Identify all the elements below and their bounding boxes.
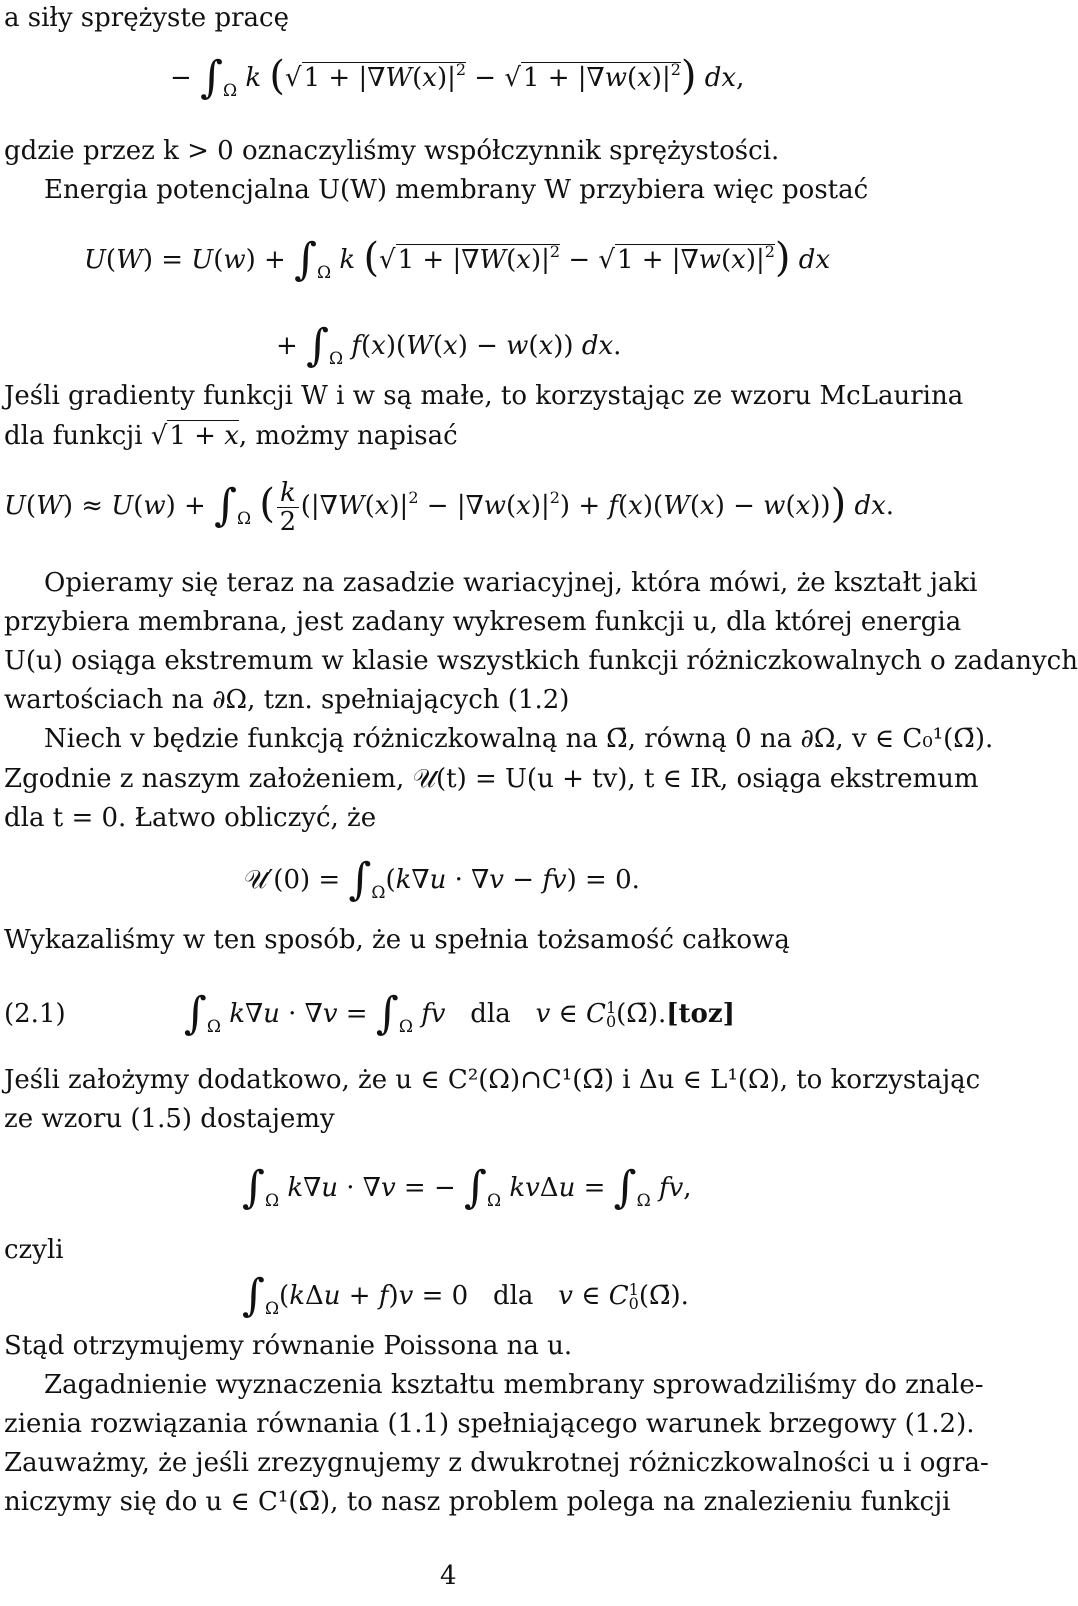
text-line: przybiera membrana, jest zadany wykresem funkcji u, dla której energia	[4, 607, 962, 637]
equation-energy-line2: + $\int_\Omega$ f(x)(W(x) − w(x)) dx.	[276, 320, 622, 371]
text-fragment: dla funkcji	[4, 421, 143, 451]
text-line: dla funkcji √1 + x, możmy napisać	[4, 421, 458, 451]
text-line: wartościach na ∂Ω, tzn. spełniających (1.2)	[4, 685, 570, 715]
equation-work: − $\int_\Omega$ k $(√1 + |\nabla W(x)|^2 - √1 + |\nabla w(x)|^2)$ dx,	[170, 52, 745, 103]
text-line: Zagadnienie wyznaczenia kształtu membrany sprowadziliśmy do znale-	[44, 1370, 984, 1400]
text-line: ze wzoru (1.5) dostajemy	[4, 1104, 335, 1134]
equation-identity: (2.1) $\int_\Omega$ $k\nabla u \cdot \nabla v = \int_\Omega$ fv dla v ∈ C 1 0 (Ω̄).[toz]	[4, 988, 735, 1039]
text-line: Wykazaliśmy w ten sposób, że u spełnia tożsamość całkową	[4, 925, 790, 955]
text-line: gdzie przez k > 0 oznaczyliśmy współczynnik sprężystości.	[4, 136, 780, 166]
text-line: Jeśli założymy dodatkowo, że u ∈ C²(Ω)∩C¹(Ω̄) i Δu ∈ L¹(Ω), to korzystając	[4, 1065, 981, 1095]
text-line: zienia rozwiązania równania (1.1) spełniającego warunek brzegowy (1.2).	[4, 1409, 975, 1439]
equation-label: (2.1)	[4, 999, 66, 1029]
text-line: Zauważmy, że jeśli zrezygnujemy z dwukrotnej różniczkowalności u i ogra-	[4, 1448, 989, 1478]
dla-word: dla	[492, 1281, 534, 1311]
text-line: U(u) osiąga ekstremum w klasie wszystkich funkcji różniczkowalnych o zadanych	[4, 646, 1078, 676]
equation-energy-line1: $U(W) = U(w) + \int_\Omega$ k $(√1 + |\nabla W(x)|^2 - √1 + |\nabla w(x)|^2)$ dx	[84, 234, 831, 285]
equation-derivative: 𝒰′(0) = $\int_\Omega(k\nabla u \cdot \nabla v - fv) = 0$.	[244, 854, 640, 905]
text-line: a siły sprężyste pracę	[4, 3, 289, 33]
text-line: niczymy się do u ∈ C¹(Ω̄), to nasz problem polega na znalezieniu funkcji	[4, 1487, 951, 1517]
tag-label: [toz]	[666, 999, 735, 1029]
dla-word: dla	[470, 999, 511, 1029]
text-fragment: , możmy napisać	[238, 421, 458, 451]
text-line: Zgodnie z naszym założeniem, 𝒰(t) = U(u + tv), t ∈ IR, osiąga ekstremum	[4, 764, 979, 794]
text-line: Jeśli gradienty funkcji W i w są małe, to korzystając ze wzoru McLaurina	[4, 381, 964, 411]
equation-weak: $\int_\Omega(k\Delta u + f)v = 0$ dla v ∈ C 1 0 (Ω̄).	[242, 1270, 689, 1321]
text-line: Energia potencjalna U(W) membrany W przybiera więc postać	[44, 175, 869, 205]
text-line: Stąd otrzymujemy równanie Poissona na u.	[4, 1331, 573, 1361]
text-line: Niech v będzie funkcją różniczkowalną na Ω̄, równą 0 na ∂Ω, v ∈ C₀¹(Ω̄).	[44, 724, 994, 754]
text-line: czyli	[4, 1235, 64, 1265]
equation-approximation: $U(W) \approx U(w) + \int_\Omega$ ( $\frac{k}{2}$ $(|\nabla W(x)|^2 - |\nabla w(x)|^2) + f(x)(W(x) - w(x))$) dx.	[4, 477, 895, 537]
page-number: 4	[440, 1561, 457, 1591]
text-line: dla t = 0. Łatwo obliczyć, że	[4, 803, 377, 833]
text-line: Opieramy się teraz na zasadzie wariacyjnej, która mówi, że kształt jaki	[44, 568, 978, 598]
equation-green: $\int_\Omega$ k∇u · ∇v = − $\int_\Omega$ $kv\Delta u = \int_\Omega$ fv,	[242, 1162, 692, 1213]
